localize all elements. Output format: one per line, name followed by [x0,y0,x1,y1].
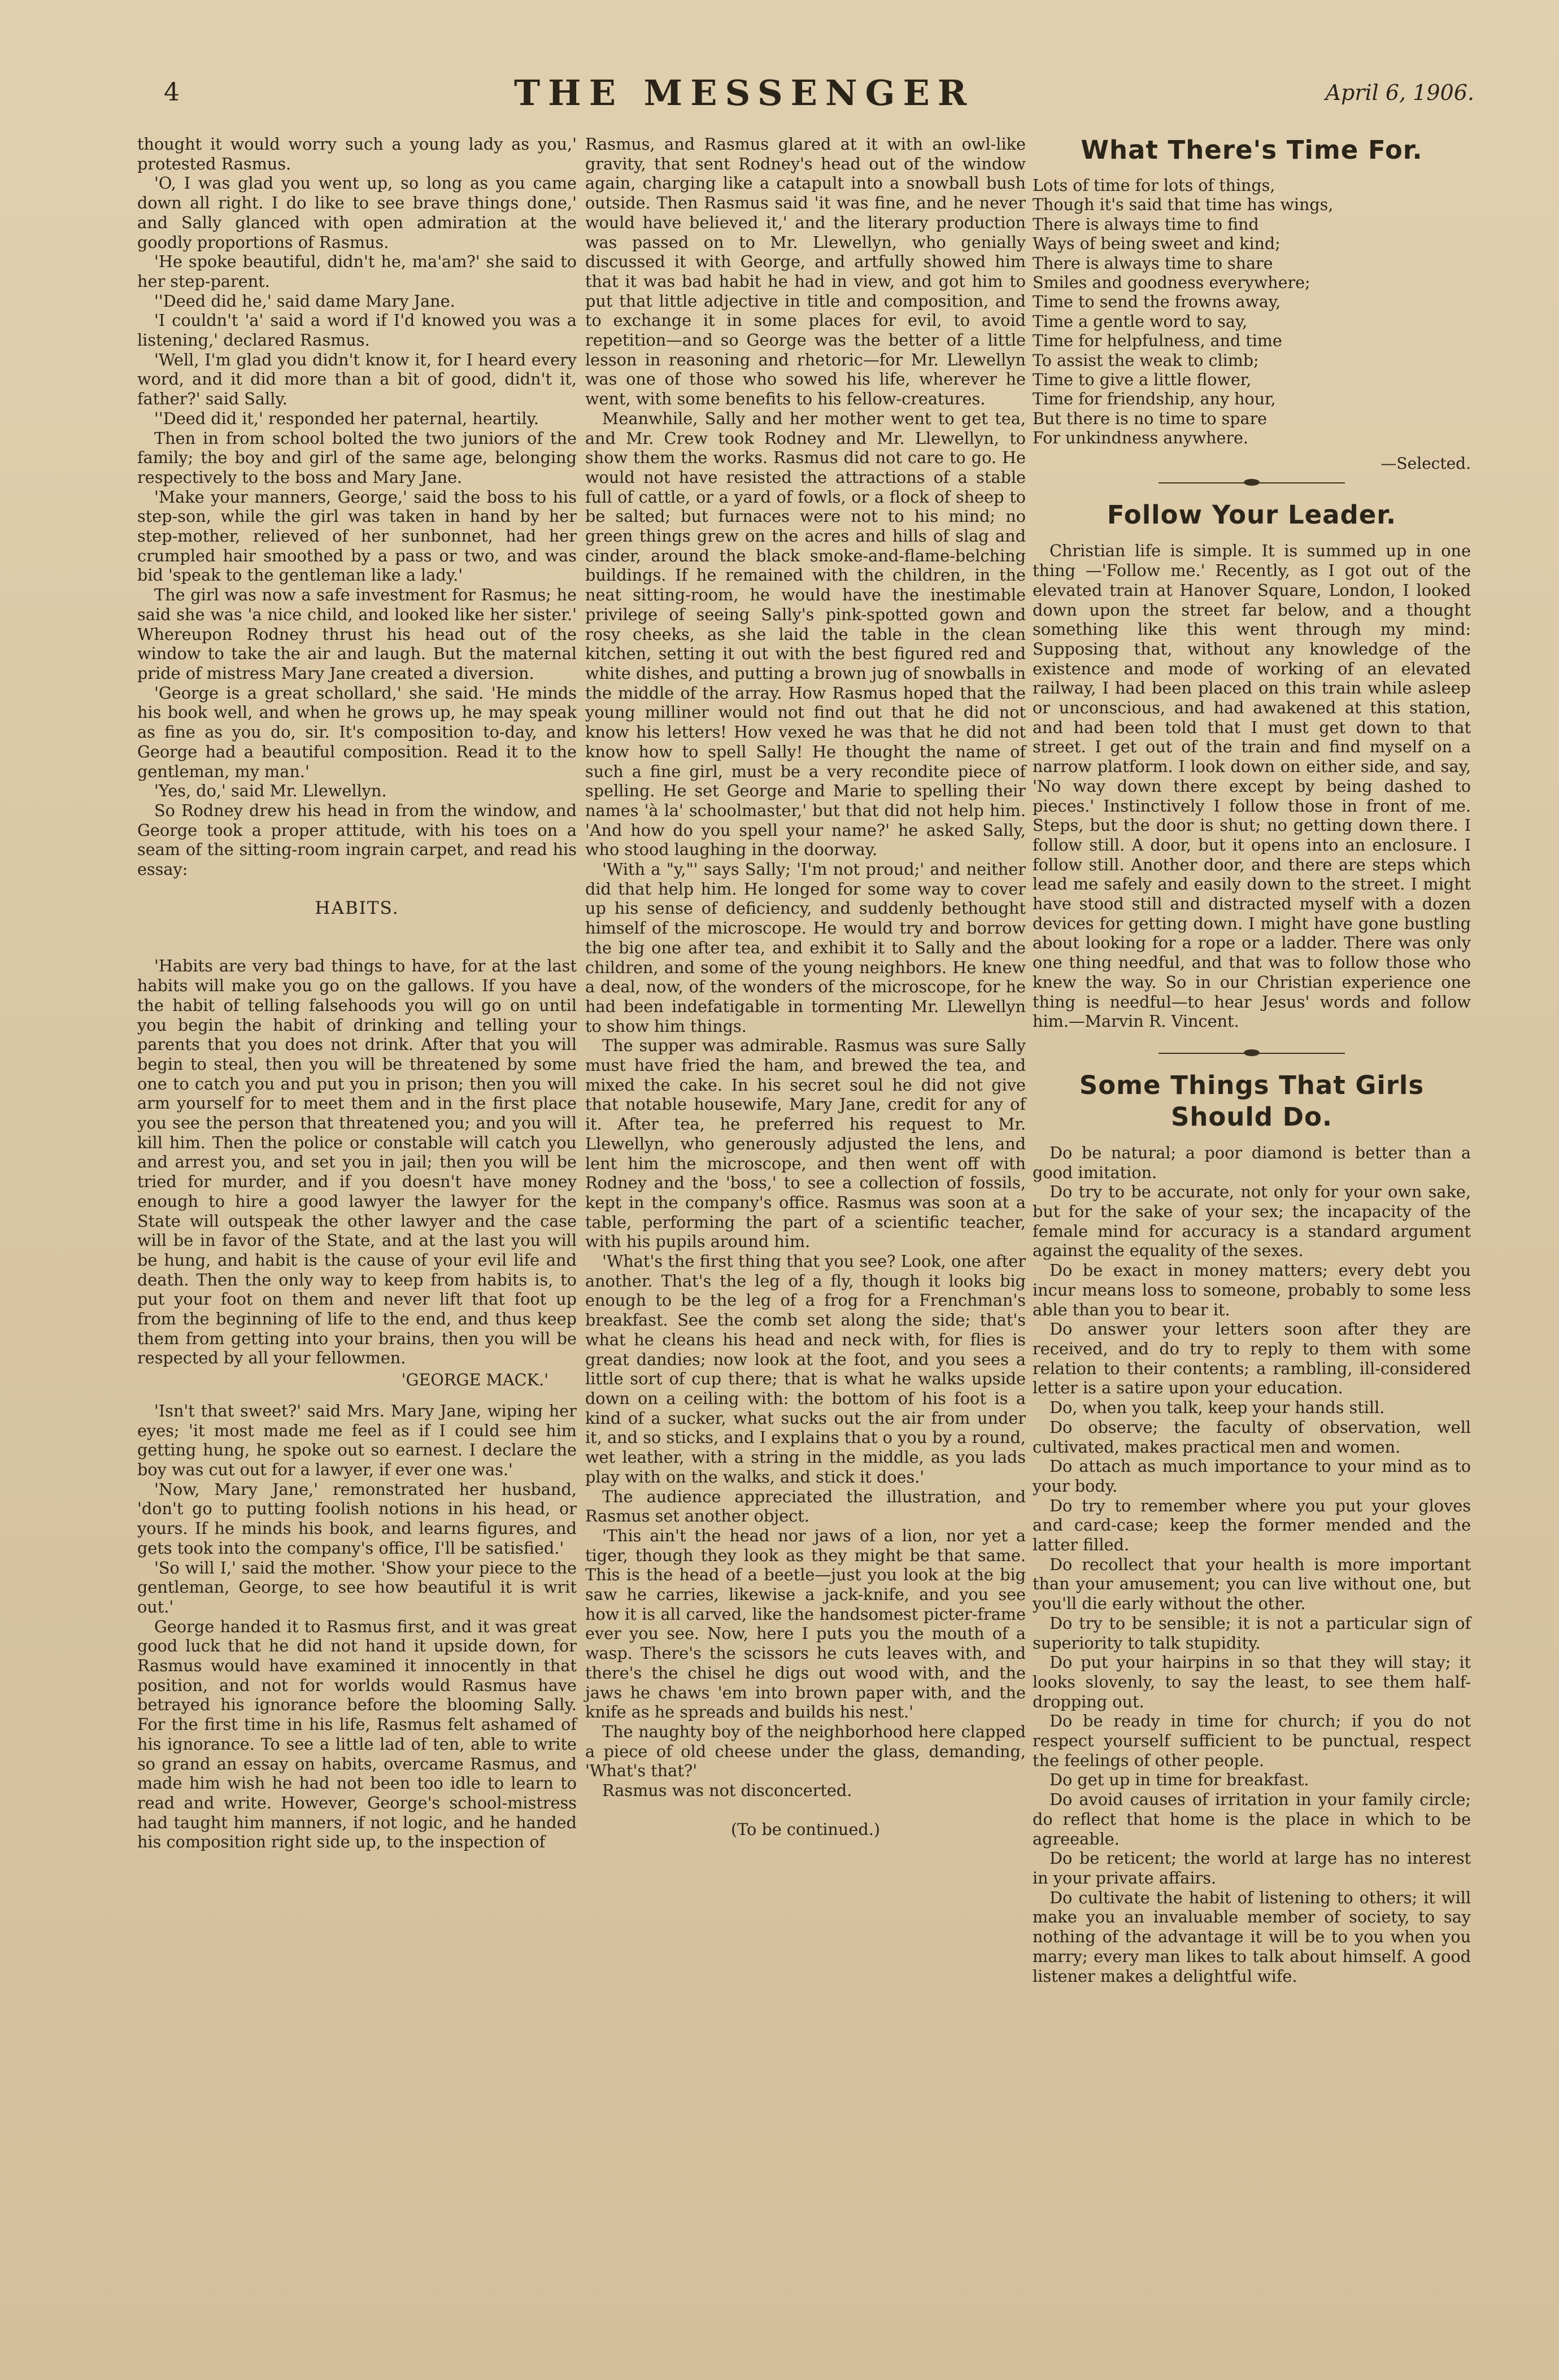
story-paragraph: Rasmus was not disconcerted. [602,1781,852,1801]
story-paragraph: 'Now, Mary Jane,' remonstrated her husband, 'don't go to putting foolish notions in his head, or yours. If he minds his book, and learns figures, and gets took into the company's office, I'll be satisfied.' [137,1479,577,1558]
leader-text: Christian life is simple. It is summed up in one thing —'Follow me.' Recently, as I got out of the elevated train at Hanover Square, London, I looked down upon the street far below, and a thought something like this went through my mind: Supposing that, without any knowledge of the existence and mode of working of an elevated railway, I had been placed on this train while asleep or unconscious, and had awakened at this station, and had been told that I must get down to that street. I get out of the train and find myself on a narrow platform. I look down on either side, and say, 'No way down there except by being dashed to pieces.' Instinctively I follow those in front of me. Steps, but the door is shut; no getting down there. I follow still. A door, but it opens into an enclosure. I follow still. Another door, and there are steps which lead me safely and easily down to the street. I might have stood still and distracted myself with a dozen devices for getting down. I might have gone bustling about looking for a rope or a ladder. There was only one thing needful, and that was to follow those who knew the way. So in our Christian experience one thing is needful—to hear Jesus' words and follow him.—Marvin R. Vincent. [1033,541,1471,1031]
story-paragraph: ''Deed did it,' responded her paternal, heartily. [154,408,539,428]
story-paragraph: The naughty boy of the neighborhood here clapped a piece of old cheese under the glass, demanding, 'What's that?' [585,1721,1026,1781]
story-paragraph: So Rodney drew his head in from the window, and George took a proper attitude, with his toes on a seam of the sitting-room ingrain carpet, and read his essay: [137,800,577,879]
story-paragraph: 'So will I,' said the mother. 'Show your piece to the gentleman, George, to see how beautiful it is writ out.' [137,1558,577,1616]
leader-title: Follow Your Leader. [1107,500,1397,530]
story-paragraph: The girl was now a safe investment for Rasmus; he said she was 'a nice child, and looked like her sister.' Whereupon Rodney thrust his head out of the window to take the air and laugh. But the maternal pride of mistress Mary Jane created a diversion. [137,585,577,683]
list-item: Do put your hairpins in so that they will stay; it looks slovenly, to say the least, to see them half-dropping out. [1033,1653,1471,1711]
story-paragraph: 'What's the first thing that you see? Look, one after another. That's the leg of a fly, though it looks big enough to be the leg of a frog for a Frenchman's breakfast. See the comb set along the side; that's what he cleans his head and neck with, for flies is great dandies; now look at the foot, and you sees a little sort of cup there; that is what he walks upside down on a ceiling with: the bottom of his foot is a kind of a sucker, what sucks out the air from under it, and so sticks, and I explains that o you by a round, wet leather, with a string in the middle, as you lads play with on the walks, and stick it does.' [585,1252,1026,1487]
list-item: Do recollect that your health is more important than your amusement; you can live without one, but you'll die early without the other. [1033,1554,1471,1614]
story-paragraph: 'Well, I'm glad you didn't know it, for I heard every word, and it did more than a bit of good, didn't it, father?' said Sally. [137,350,577,409]
list-item: Do answer your letters soon after they are received, and do try to reply to them with some relation to their contents; a rambling, ill-considered letter is a satire upon your education. [1033,1319,1471,1398]
essay-signature: 'GEORGE MACK.' [401,1370,548,1390]
poem-body [1033,176,1471,448]
poem-line: Lots of time for lots of things, [1033,176,1275,195]
list-item: Do try to be sensible; it is not a particular sign of superiority to talk stupidity. [1033,1613,1471,1653]
story-paragraph: 'He spoke beautiful, didn't he, ma'am?' she said to her step-parent. [137,252,577,291]
column-3 [1033,134,1471,1986]
list-item: Do cultivate the habit of listening to others; it will make you an invaluable member of society, to say nothing of the advantage it will be to you when you marry; every man likes to talk about himself. A good listener makes a delightful wife. [1033,1888,1471,1986]
story-paragraph: thought it would worry such a young lady as you,' protested Rasmus. [137,134,577,173]
poem-line: Smiles and goodness everywhere; [1033,273,1310,293]
story-column-2 [585,134,1026,1839]
issue-date: April 6, 1906. [1325,80,1474,105]
poem-line: Time for helpfulness, and time [1033,332,1282,351]
list-item: Do try to remember where you put your gloves and card-case; keep the former mended and the latter filled. [1033,1496,1471,1555]
list-item: Do, when you talk, keep your hands still. [1050,1398,1385,1418]
story-paragraph: 'Yes, do,' said Mr. Llewellyn. [154,781,387,801]
story-paragraph: Then in from school bolted the two juniors of the family; the boy and girl of the same age, belonging respectively to the boss and Mary Jane. [137,428,577,487]
list-item: Do be exact in money matters; every debt you incur means loss to someone, probably to some less able than you to bear it. [1033,1261,1471,1319]
poem-line: Time to give a little flower, [1033,370,1252,390]
story-paragraph: The supper was admirable. Rasmus was sure Sally must have fried the ham, and brewed the tea, and mixed the cake. In his secret soul he did not give that notable housewife, Mary Jane, credit for any of it. After tea, he preferred his request to Mr. Llewellyn, who generously adjusted the lens, and lent him the microscope, and then went off with Rodney and the 'boss,' to see a collection of fossils, kept in the company's office. Rasmus was soon at a table, performing the part of a scientific teacher, with his pupils around him. [585,1036,1026,1252]
poem-line: There is always time to share [1033,254,1273,273]
poem-line: There is always time to find [1033,215,1259,234]
essay-text: 'Habits are very bad things to have, for at the last habits will make you go on the gallows. If you have the habit of telling falsehoods you will go on until you begin the habit of drinking and telling your parents that you does not drink. After that you will begin to steal, then you will be threatened by some one to catch you and put you in prison; then you will arm yourself for to meet them and in the first place you see the person that threatened you; and you will kill him. Then the police or constable will catch you and arrest you, and set you in jail; then you will be tried for murder, and if you doesn't have money enough to hire a good lawyer the lawyer for the State will outspeak the other lawyer and the case will be in favor of the State, and at the last you will be hung, and habit is the cause of your evil life and death. Then the only way to keep from habits is, to put your foot on them and never lift that foot up from the beginning of life to the end, and thus keep them from getting into your brains, then you will be respected by all your fellowmen. [137,956,577,1368]
story-paragraph: ''Deed did he,' said dame Mary Jane. [154,291,455,311]
list-item: Do be reticent; the world at large has no interest in your private affairs. [1033,1849,1471,1888]
masthead [130,72,1491,117]
list-item: Do be natural; a poor diamond is better than a good imitation. [1033,1143,1471,1182]
story-paragraph: 'Isn't that sweet?' said Mrs. Mary Jane, wiping her eyes; 'it most made me feel as if I could see him getting hung, he spoke out so earnest. I declare the boy was cut out for a lawyer, if ever one was.' [137,1401,577,1479]
story-paragraph: Meanwhile, Sally and her mother went to get tea, and Mr. Crew took Rodney and Mr. Llewellyn, to show them the works. Rasmus did not care to go. He would not have resisted the attractions of a stable full of cattle, or a yard of fowls, or a flock of sheep to be salted; but furnaces were not to his mind; no green things grew on the acres and hills of slag and cinder, around the black smoke-and-flame-belching buildings. If he remained with the children, in the neat sitting-room, he would have the inestimable privilege of seeing Sally's pink-spotted gown and rosy cheeks, as she laid the table in the clean kitchen, setting it out with the best figured red and white dishes, and putting a brown jug of snowballs in the middle of the array. How Rasmus hoped that the young milliner would not find out that he did not know his letters! How vexed he was that he did not know how to spell Sally! He thought the name of such a fine girl, must be a very recondite piece of spelling. He set George and Marie to spelling their names 'à la' schoolmaster,' but that did not help him. 'And how do you spell your name?' he asked Sally, who stood laughing in the doorway. [585,408,1026,860]
story-paragraph: 'Make your manners, George,' said the boss to his step-son, while the girl was taken in hand by her step-mother, relieved of her sunbonnet, had her crumpled hair smoothed by a pass or two, and was bid 'speak to the gentleman like a lady.' [137,487,577,585]
leader-article [1033,541,1471,1031]
girls-title-line1: Some Things That Girls [1079,1070,1425,1100]
list-item: Do observe; the faculty of observation, well cultivated, makes practical men and women. [1033,1417,1471,1457]
poem-line: Ways of being sweet and kind; [1033,234,1281,254]
poem-line: To assist the weak to climb; [1033,351,1259,370]
list-item: Do be ready in time for church; if you do not respect yourself sufficient to be punctual, respect the feelings of other people. [1033,1711,1471,1770]
list-item: Do avoid causes of irritation in your family circle; do reflect that home is the place in which to be agreeable. [1033,1790,1471,1849]
poem-credit: —Selected. [1381,454,1471,473]
section-divider [1159,1047,1345,1060]
poem-line: For unkindness anywhere. [1033,429,1248,448]
story-paragraph: The audience appreciated the illustration, and Rasmus set another object. [585,1487,1026,1526]
list-item: Do get up in time for breakfast. [1050,1770,1309,1790]
girls-title-line2: Should Do. [1170,1101,1333,1132]
story-paragraph: 'With a "y,"' says Sally; 'I'm not proud;' and neither did that help him. He longed for some way to cover up his sense of deficiency, and suddenly bethought himself of the microscope. He would try and borrow the big one after tea, and exhibit it to Sally and the children, and some of the young neighbors. He knew a deal, now, of the wonders of the microscope, for he had been indefatigable in tormenting Mr. Llewellyn to show him things. [585,860,1026,1036]
page-number: 4 [164,78,180,107]
poem-line: Though it's said that time has wings, [1033,195,1334,215]
story-paragraph: 'O, I was glad you went up, so long as you came down all right. I do like to see brave things done,' and Sally glanced with open admiration at the goodly proportions of Rasmus. [137,173,577,252]
story-paragraph: Rasmus, and Rasmus glared at it with an owl-like gravity, that sent Rodney's head out of the window again, charging like a catapult into a snowball bush outside. Then Rasmus said 'it was fine, and he never would have believed it,' and the literary production was passed on to Mr. Llewellyn, who genially discussed it with George, and artfully showed him that it was bad habit he had in view, and got him to put that little adjective in title and composition, and to exchange it in some places for evil, to avoid repetition—and so George was the better of a little lesson in reasoning and rhetoric—for Mr. Llewellyn was one of those who sowed his life, wherever he went, with some benefits to his fellow-creatures. [585,134,1026,409]
section-divider [1159,477,1345,489]
poem-title: What There's Time For. [1081,135,1423,165]
girls-article [1033,1143,1471,1986]
poem-line: Time for friendship, any hour, [1033,390,1276,409]
story-paragraph: 'George is a great schollard,' she said. 'He minds his book well, and when he grows up, he may speak as fine as you do, sir. It's composition to-day, and George had a beautiful composition. Read it to the gentleman, my man.' [137,683,577,781]
story-paragraph: 'This ain't the head nor jaws of a lion, nor yet a tiger, though they look as they might be that same. This is the head of a beetle—just you look at the big saw he carries, likewise a jack-knife, and you see how it is all carved, like the handsomest picter-frame ever you see. Now, here I puts you the mouth of a wasp. There's the scissors he cuts leaves with, and there's the chisel he digs out wood with, and the jaws he chaws 'em into brown paper with, and the knife as he spreads and builds his nest.' [585,1525,1026,1722]
poem-line: Time a gentle word to say, [1033,312,1248,331]
story-paragraph: 'I couldn't 'a' said a word if I'd knowed you was a listening,' declared Rasmus. [137,311,577,350]
newspaper-title: THE MESSENGER [514,72,975,114]
list-item: Do try to be accurate, not only for your own sake, but for the sake of your sex; the incapacity of the female mind for accuracy is a standard argument against the equality of the sexes. [1033,1182,1471,1261]
story-column-1 [137,134,577,1852]
poem-line: Time to send the frowns away, [1033,293,1281,312]
list-item: Do attach as much importance to your mind as to your body. [1033,1457,1471,1496]
poem-line: But there is no time to spare [1033,409,1267,428]
story-paragraph: George handed it to Rasmus first, and it was great good luck that he did not hand it upside down, for Rasmus would have examined it innocently in that position, and not for worlds would Rasmus have betrayed his ignorance before the blooming Sally. For the first time in his life, Rasmus felt ashamed of his ignorance. To see a little lad of ten, able to write so grand an essay on habits, overcame Rasmus, and made him wish he had not been too idle to learn to read and write. However, George's school-mistress had taught him manners, if not logic, and he handed his composition right side up, to the inspection of [137,1616,577,1852]
essay-title: HABITS. [315,897,399,918]
to-be-continued: (To be continued.) [730,1819,881,1839]
